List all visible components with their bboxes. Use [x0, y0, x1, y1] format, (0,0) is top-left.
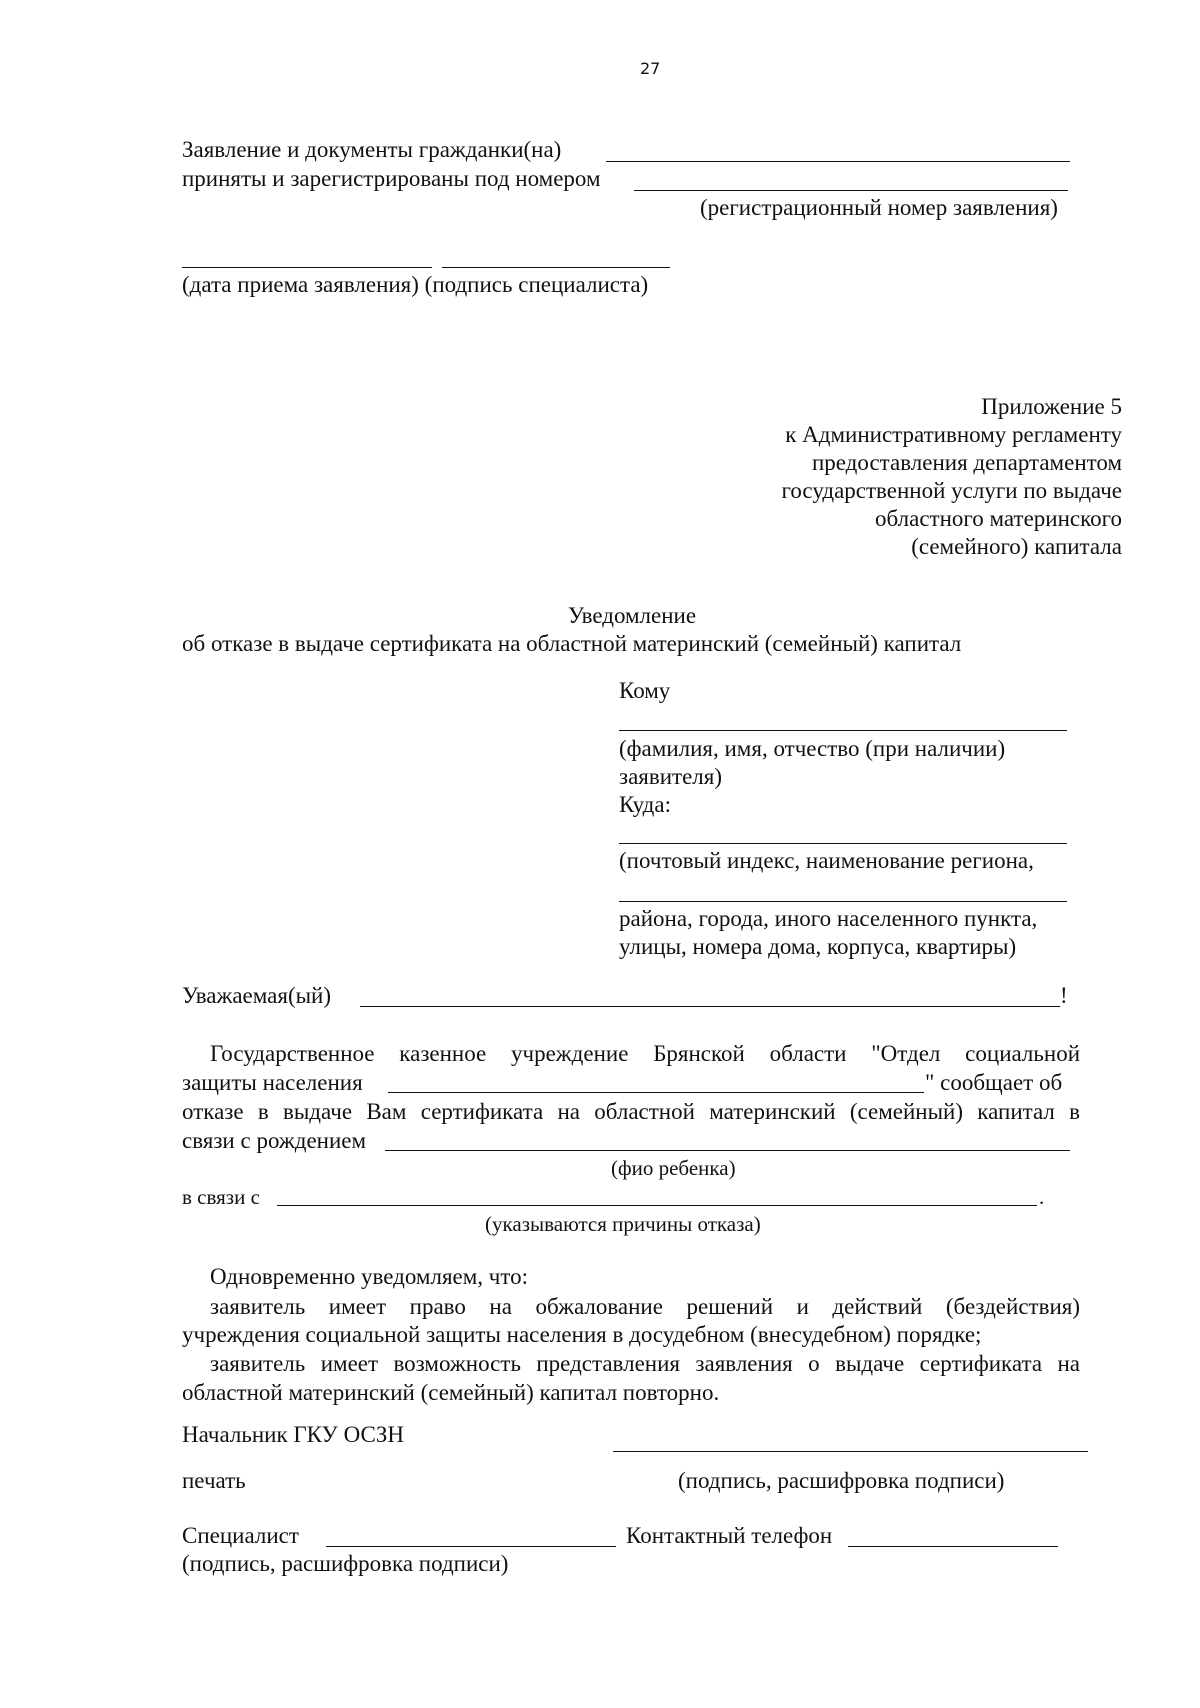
notice-subtitle: об отказе в выдаче сертификата на областной материнский (семейный) капитал	[182, 631, 962, 656]
head-title: Начальник ГКУ ОСЗН	[182, 1422, 404, 1447]
appendix-block	[622, 393, 1122, 561]
appendix-line: предоставления департаментом	[811, 450, 1122, 475]
stamp-label: печать	[182, 1468, 246, 1493]
greeting-label: Уважаемая(ый)	[182, 983, 332, 1008]
addressee-fio-field	[619, 730, 1067, 731]
where-label: Куда:	[619, 792, 671, 817]
address-field-2	[619, 901, 1067, 902]
note-1-line-1: заявитель имеет право на обжалование решений и действий (бездействия)	[210, 1294, 1080, 1319]
appendix-line: Приложение 5	[981, 394, 1122, 419]
child-name-field	[385, 1150, 1070, 1151]
date-sign-caption: (дата приема заявления) (подпись специалиста)	[182, 272, 649, 297]
reason-end: .	[1039, 1185, 1045, 1209]
receipt-date-field	[182, 267, 432, 268]
citizen-name-field	[606, 161, 1070, 162]
fio-caption-2: заявителя)	[619, 764, 723, 789]
regnum-caption: (регистрационный номер заявления)	[700, 195, 1058, 220]
address-field-1	[619, 843, 1067, 844]
head-signature-field	[613, 1451, 1088, 1452]
notice-title: Уведомление	[567, 603, 697, 628]
to-label: Кому	[619, 678, 671, 703]
reason-field	[277, 1205, 1037, 1206]
note-2-line-1: заявитель имеет возможность представления заявления о выдаче сертификата на	[210, 1351, 1080, 1376]
head-signature-caption: (подпись, расшифровка подписи)	[678, 1468, 1005, 1493]
specialist-caption: (подпись, расшифровка подписи)	[182, 1551, 509, 1576]
appendix-line: к Административному регламенту	[785, 422, 1122, 447]
registration-line-2: приняты и зарегистрированы под номером	[182, 166, 601, 191]
note-1-line-2: учреждения социальной защиты населения в досудебном (внесудебном) порядке;	[182, 1322, 982, 1347]
greeting-exclamation: !	[1060, 983, 1068, 1008]
phone-label: Контактный телефон	[626, 1523, 833, 1548]
specialist-signature-field	[326, 1546, 616, 1547]
body-line-3: отказе в выдаче Вам сертификата на областной материнский (семейный) капитал в	[182, 1099, 1080, 1124]
address-caption-3: улицы, номера дома, корпуса, квартиры)	[619, 934, 1017, 959]
address-caption-1: (почтовый индекс, наименование региона,	[619, 848, 1034, 873]
specialist-label: Специалист	[182, 1523, 299, 1548]
appendix-line: государственной услуги по выдаче	[781, 478, 1122, 503]
department-field	[388, 1092, 924, 1093]
reason-label: в связи с	[182, 1185, 260, 1209]
specialist-signature-field	[442, 267, 670, 268]
body-line-1: Государственное казенное учреждение Брянской области "Отдел социальной	[210, 1041, 1080, 1066]
registration-number-field	[634, 190, 1068, 191]
address-caption-2: района, города, иного населенного пункта,	[619, 906, 1038, 931]
child-caption: (фио ребенка)	[611, 1156, 736, 1180]
body-line-2-end: " сообщает об	[925, 1070, 1063, 1095]
registration-line-1: Заявление и документы гражданки(на)	[182, 137, 562, 162]
appendix-line: (семейного) капитала	[911, 534, 1122, 559]
note-2-line-2: областной материнский (семейный) капитал повторно.	[182, 1380, 720, 1405]
notes-intro: Одновременно уведомляем, что:	[210, 1264, 528, 1289]
body-line-4: связи с рождением	[182, 1128, 367, 1153]
body-line-2-start: защиты населения	[182, 1070, 363, 1095]
reason-caption: (указываются причины отказа)	[485, 1212, 761, 1236]
page-number: 27	[640, 59, 661, 78]
greeting-name-field	[360, 1006, 1060, 1007]
appendix-line: областного материнского	[875, 506, 1122, 531]
fio-caption-1: (фамилия, имя, отчество (при наличии)	[619, 736, 1006, 761]
phone-field	[848, 1546, 1058, 1547]
